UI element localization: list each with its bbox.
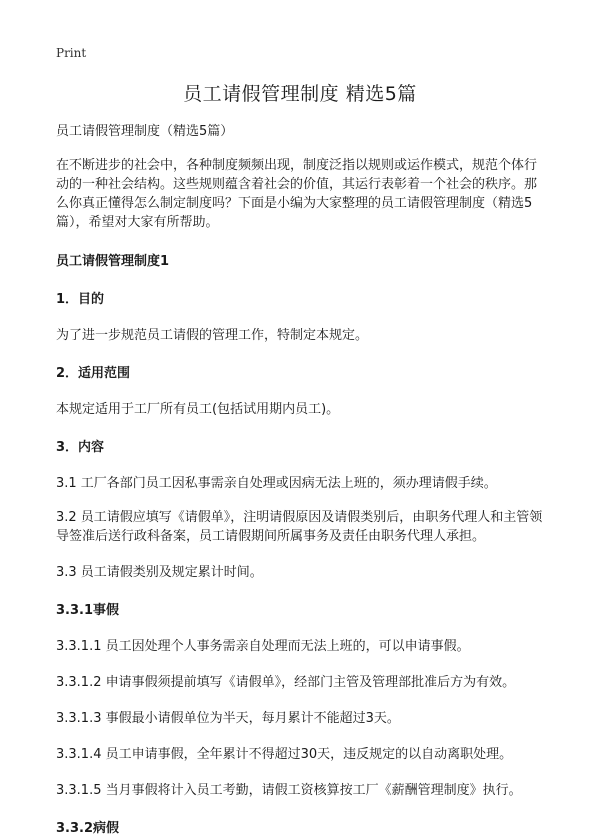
item-heading-scope: 2．适用范围 xyxy=(56,366,131,381)
section-heading-1: 员工请假管理制度1 xyxy=(56,254,170,269)
clause-3-3: 3.3 员工请假类别及规定累计时间。 xyxy=(56,565,263,580)
intro-paragraph: 在不断进步的社会中，各种制度频频出现，制度泛指以规则或运作模式，规范个体行动的一种社会结构。这些规则蕴含着社会的价值，其运行表彰着一个社会的秩序。那么你真正懂得怎么制定制度吗？下面是小编为大家整理的员工请假管理制度（精选5篇），希望对大家有所帮助。 xyxy=(56,158,538,230)
print-label: Print xyxy=(56,46,87,60)
subsection-heading-personal-leave: 3.3.1事假 xyxy=(56,603,120,618)
clause-3-3-1-2: 3.3.1.2 申请事假须提前填写《请假单》，经部门主管及管理部批准后方为有效。 xyxy=(56,675,516,690)
clause-3-2: 3.2 员工请假应填写《请假单》，注明请假原因及请假类别后，由职务代理人和主管领导签准后送行政科备案，员工请假期间所属事务及责任由职务代理人承担。 xyxy=(56,510,543,544)
clause-3-3-1-3: 3.3.1.3 事假最小请假单位为半天，每月累计不能超过3天。 xyxy=(56,711,400,726)
document-subtitle: 员工请假管理制度（精选5篇） xyxy=(56,124,234,139)
clause-3-3-1-5: 3.3.1.5 当月事假将计入员工考勤，请假工资核算按工厂《薪酬管理制度》执行。 xyxy=(56,783,522,798)
subsection-heading-sick-leave: 3.3.2病假 xyxy=(56,821,120,836)
clause-3-1: 3.1 工厂各部门员工因私事需亲自处理或因病无法上班的，须办理请假手续。 xyxy=(56,476,497,491)
document-title: 员工请假管理制度 精选5篇 xyxy=(183,83,417,105)
clause-3-3-1-4: 3.3.1.4 员工申请事假，全年累计不得超过30天，违反规定的以自动离职处理。 xyxy=(56,747,513,762)
item-heading-content: 3．内容 xyxy=(56,440,105,455)
item-text-purpose: 为了进一步规范员工请假的管理工作，特制定本规定。 xyxy=(56,328,369,343)
clause-3-3-1-1: 3.3.1.1 员工因处理个人事务需亲自处理而无法上班的，可以申请事假。 xyxy=(56,639,470,654)
item-text-scope: 本规定适用于工厂所有员工(包括试用期内员工)。 xyxy=(56,402,340,417)
item-heading-purpose: 1．目的 xyxy=(56,292,105,307)
